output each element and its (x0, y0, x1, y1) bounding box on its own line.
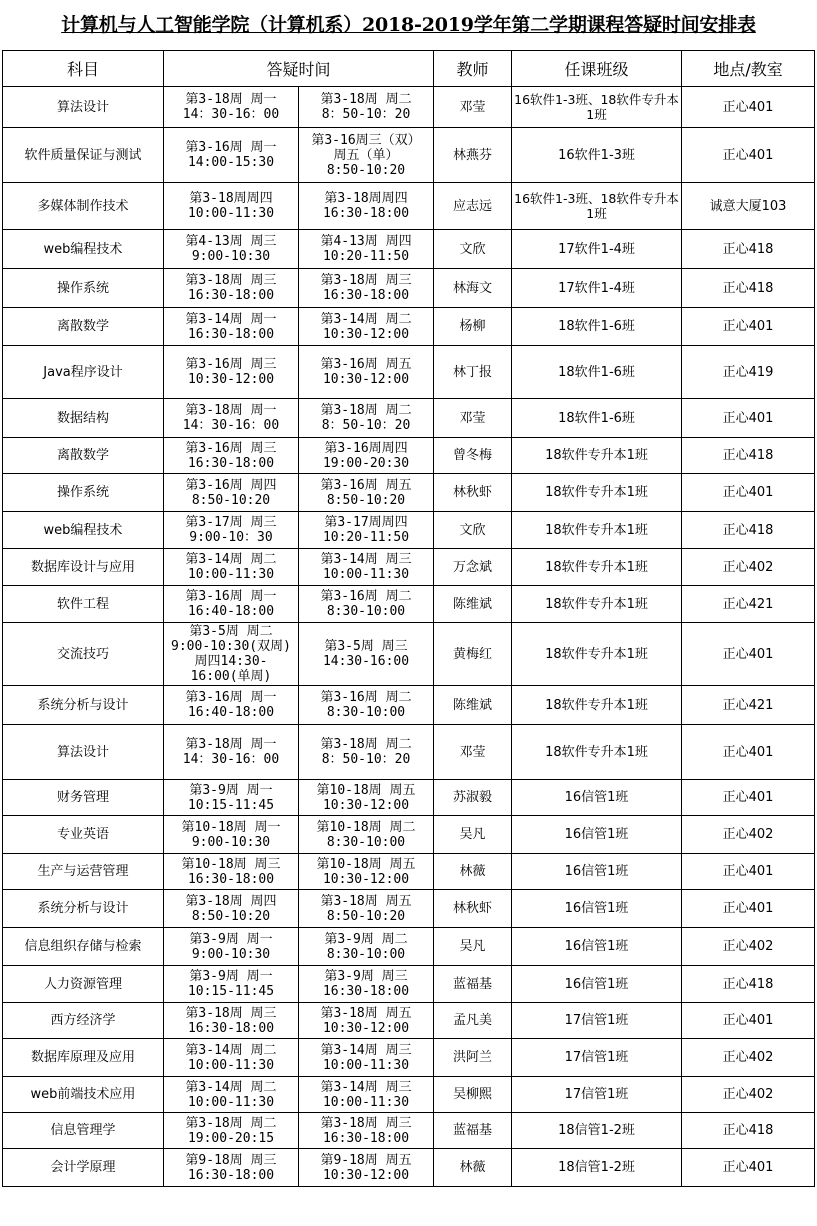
room-cell: 正心401 (682, 1149, 815, 1187)
subject-cell: 系统分析与设计 (3, 890, 164, 928)
subject-cell: 系统分析与设计 (3, 686, 164, 725)
subject-cell: 交流技巧 (3, 623, 164, 686)
teacher-cell: 蓝福基 (434, 966, 512, 1003)
subject-cell: 生产与运营管理 (3, 854, 164, 890)
room-cell: 正心401 (682, 725, 815, 780)
teacher-cell: 文欣 (434, 512, 512, 549)
table-row (3, 1149, 815, 1187)
teacher-cell: 曾冬梅 (434, 438, 512, 474)
table-row (3, 854, 815, 890)
class-cell: 16信管1班 (512, 966, 682, 1003)
subject-cell: 多媒体制作技术 (3, 183, 164, 230)
time-cell-2: 第3-14周 周三 10:00-11:30 (299, 549, 434, 586)
room-cell: 正心401 (682, 780, 815, 816)
subject-cell: 软件工程 (3, 586, 164, 623)
teacher-cell: 孟凡美 (434, 1003, 512, 1039)
subject-cell: web前端技术应用 (3, 1077, 164, 1113)
table-row (3, 230, 815, 269)
time-cell-2: 第10-18周 周五 10:30-12:00 (299, 780, 434, 816)
class-cell: 18软件专升本1班 (512, 549, 682, 586)
subject-cell: 数据库设计与应用 (3, 549, 164, 586)
subject-cell: 操作系统 (3, 269, 164, 308)
table-row (3, 308, 815, 346)
time-cell-2: 第3-5周 周三 14:30-16:00 (299, 623, 434, 686)
room-cell: 正心418 (682, 438, 815, 474)
time-cell-1: 第10-18周 周三 16:30-18:00 (164, 854, 299, 890)
room-cell: 正心401 (682, 890, 815, 928)
table-row (3, 1077, 815, 1113)
room-cell: 正心402 (682, 816, 815, 854)
teacher-cell: 林海文 (434, 269, 512, 308)
time-cell-1: 第3-16周 周三 16:30-18:00 (164, 438, 299, 474)
header-class: 任课班级 (512, 51, 682, 87)
class-cell: 18软件专升本1班 (512, 512, 682, 549)
subject-cell: 专业英语 (3, 816, 164, 854)
table-row (3, 586, 815, 623)
time-cell-2: 第3-16周周四 19:00-20:30 (299, 438, 434, 474)
class-cell: 16软件1-3班 (512, 128, 682, 183)
time-cell-1: 第3-14周 周二 10:00-11:30 (164, 549, 299, 586)
teacher-cell: 林燕芬 (434, 128, 512, 183)
class-cell: 16软件1-3班、18软件专升本1班 (512, 87, 682, 128)
time-cell-2: 第3-16周 周二 8:30-10:00 (299, 586, 434, 623)
room-cell: 正心402 (682, 1077, 815, 1113)
class-cell: 16信管1班 (512, 780, 682, 816)
room-cell: 正心401 (682, 854, 815, 890)
table-row (3, 269, 815, 308)
teacher-cell: 邓莹 (434, 725, 512, 780)
table-row (3, 816, 815, 854)
time-cell-1: 第3-14周 周二 10:00-11:30 (164, 1039, 299, 1077)
room-cell: 正心401 (682, 128, 815, 183)
room-cell: 诚意大厦103 (682, 183, 815, 230)
subject-cell: 操作系统 (3, 474, 164, 512)
time-cell-2: 第3-18周周四 16:30-18:00 (299, 183, 434, 230)
table-row (3, 438, 815, 474)
teacher-cell: 吴柳熙 (434, 1077, 512, 1113)
table-row (3, 623, 815, 686)
class-cell: 18软件1-6班 (512, 308, 682, 346)
time-cell-1: 第9-18周 周三 16:30-18:00 (164, 1149, 299, 1187)
class-cell: 17信管1班 (512, 1039, 682, 1077)
room-cell: 正心401 (682, 1003, 815, 1039)
room-cell: 正心402 (682, 1039, 815, 1077)
room-cell: 正心401 (682, 87, 815, 128)
subject-cell: 西方经济学 (3, 1003, 164, 1039)
room-cell: 正心401 (682, 308, 815, 346)
room-cell: 正心402 (682, 549, 815, 586)
teacher-cell: 万念斌 (434, 549, 512, 586)
subject-cell: web编程技术 (3, 512, 164, 549)
header-time: 答疑时间 (164, 51, 434, 87)
time-cell-1: 第3-9周 周一 9:00-10:30 (164, 928, 299, 966)
table-row (3, 725, 815, 780)
time-cell-1: 第3-18周 周四 8:50-10:20 (164, 890, 299, 928)
teacher-cell: 应志远 (434, 183, 512, 230)
subject-cell: web编程技术 (3, 230, 164, 269)
table-row (3, 549, 815, 586)
class-cell: 17信管1班 (512, 1003, 682, 1039)
teacher-cell: 吴凡 (434, 928, 512, 966)
table-row (3, 686, 815, 725)
class-cell: 17信管1班 (512, 1077, 682, 1113)
room-cell: 正心401 (682, 474, 815, 512)
table-row (3, 512, 815, 549)
time-cell-1: 第3-18周 周一 14：30-16：00 (164, 399, 299, 438)
time-cell-1: 第3-16周 周三 10:30-12:00 (164, 346, 299, 399)
class-cell: 18软件专升本1班 (512, 623, 682, 686)
time-cell-2: 第3-18周 周三 16:30-18:00 (299, 1113, 434, 1149)
time-cell-1: 第3-17周 周三 9:00-10：30 (164, 512, 299, 549)
teacher-cell: 陈维斌 (434, 586, 512, 623)
time-cell-1: 第3-18周 周一 14：30-16：00 (164, 87, 299, 128)
time-cell-1: 第3-9周 周一 10:15-11:45 (164, 780, 299, 816)
class-cell: 18软件1-6班 (512, 346, 682, 399)
subject-cell: 算法设计 (3, 87, 164, 128)
room-cell: 正心418 (682, 966, 815, 1003)
class-cell: 18信管1-2班 (512, 1113, 682, 1149)
time-cell-2: 第3-16周 周二 8:30-10:00 (299, 686, 434, 725)
room-cell: 正心401 (682, 399, 815, 438)
page-title-text: 计算机与人工智能学院（计算机系）2018-2019学年第二学期课程答疑时间安排表 (61, 13, 756, 36)
class-cell: 16信管1班 (512, 890, 682, 928)
table-row (3, 890, 815, 928)
table-row (3, 128, 815, 183)
subject-cell: 人力资源管理 (3, 966, 164, 1003)
time-cell-2: 第3-18周 周二 8：50-10：20 (299, 87, 434, 128)
time-cell-2: 第4-13周 周四 10:20-11:50 (299, 230, 434, 269)
table-row (3, 474, 815, 512)
teacher-cell: 蓝福基 (434, 1113, 512, 1149)
class-cell: 18软件专升本1班 (512, 725, 682, 780)
header-subject: 科目 (3, 51, 164, 87)
time-cell-1: 第3-18周 周三 16:30-18:00 (164, 1003, 299, 1039)
time-cell-1: 第3-14周 周一 16:30-18:00 (164, 308, 299, 346)
time-cell-1: 第3-18周 周一 14：30-16：00 (164, 725, 299, 780)
teacher-cell: 林秋虾 (434, 474, 512, 512)
time-cell-1: 第4-13周 周三 9:00-10:30 (164, 230, 299, 269)
time-cell-2: 第3-16周三（双） 周五（单） 8:50-10:20 (299, 128, 434, 183)
class-cell: 16软件1-3班、18软件专升本1班 (512, 183, 682, 230)
time-cell-1: 第3-18周 周三 16:30-18:00 (164, 269, 299, 308)
table-row (3, 87, 815, 128)
time-cell-2: 第3-14周 周三 10:00-11:30 (299, 1039, 434, 1077)
time-cell-1: 第3-18周 周二 19:00-20:15 (164, 1113, 299, 1149)
class-cell: 18软件1-6班 (512, 399, 682, 438)
table-row (3, 346, 815, 399)
time-cell-1: 第3-16周 周一 14:00-15:30 (164, 128, 299, 183)
table-row (3, 1003, 815, 1039)
time-cell-2: 第3-18周 周二 8：50-10：20 (299, 725, 434, 780)
table-row (3, 183, 815, 230)
header-row (3, 51, 815, 87)
teacher-cell: 苏淑毅 (434, 780, 512, 816)
subject-cell: 信息管理学 (3, 1113, 164, 1149)
teacher-cell: 邓莹 (434, 399, 512, 438)
subject-cell: 算法设计 (3, 725, 164, 780)
room-cell: 正心421 (682, 686, 815, 725)
class-cell: 18软件专升本1班 (512, 474, 682, 512)
time-cell-2: 第3-18周 周五 10:30-12:00 (299, 1003, 434, 1039)
room-cell: 正心421 (682, 586, 815, 623)
class-cell: 16信管1班 (512, 928, 682, 966)
table-row (3, 399, 815, 438)
room-cell: 正心402 (682, 928, 815, 966)
time-cell-2: 第3-14周 周三 10:00-11:30 (299, 1077, 434, 1113)
subject-cell: 财务管理 (3, 780, 164, 816)
time-cell-2: 第3-16周 周五 8:50-10:20 (299, 474, 434, 512)
subject-cell: 数据结构 (3, 399, 164, 438)
class-cell: 18软件专升本1班 (512, 438, 682, 474)
teacher-cell: 杨柳 (434, 308, 512, 346)
time-cell-2: 第3-18周 周五 8:50-10:20 (299, 890, 434, 928)
room-cell: 正心418 (682, 512, 815, 549)
class-cell: 16信管1班 (512, 816, 682, 854)
time-cell-2: 第3-16周 周五 10:30-12:00 (299, 346, 434, 399)
subject-cell: 软件质量保证与测试 (3, 128, 164, 183)
time-cell-1: 第3-5周 周二 9:00-10:30(双周) 周四14:30- 16:00(单周) (164, 623, 299, 686)
header-teacher: 教师 (434, 51, 512, 87)
room-cell: 正心418 (682, 230, 815, 269)
teacher-cell: 林秋虾 (434, 890, 512, 928)
time-cell-2: 第10-18周 周二 8:30-10:00 (299, 816, 434, 854)
time-cell-1: 第10-18周 周一 9:00-10:30 (164, 816, 299, 854)
teacher-cell: 洪阿兰 (434, 1039, 512, 1077)
time-cell-1: 第3-14周 周二 10:00-11:30 (164, 1077, 299, 1113)
time-cell-2: 第3-9周 周二 8:30-10:00 (299, 928, 434, 966)
time-cell-2: 第9-18周 周五 10:30-12:00 (299, 1149, 434, 1187)
class-cell: 18软件专升本1班 (512, 686, 682, 725)
teacher-cell: 林薇 (434, 854, 512, 890)
time-cell-2: 第3-18周 周二 8：50-10：20 (299, 399, 434, 438)
subject-cell: 会计学原理 (3, 1149, 164, 1187)
room-cell: 正心418 (682, 269, 815, 308)
time-cell-2: 第10-18周 周五 10:30-12:00 (299, 854, 434, 890)
time-cell-2: 第3-17周周四 10:20-11:50 (299, 512, 434, 549)
class-cell: 16信管1班 (512, 854, 682, 890)
subject-cell: 离散数学 (3, 438, 164, 474)
subject-cell: 离散数学 (3, 308, 164, 346)
time-cell-1: 第3-16周 周一 16:40-18:00 (164, 686, 299, 725)
class-cell: 17软件1-4班 (512, 230, 682, 269)
room-cell: 正心419 (682, 346, 815, 399)
teacher-cell: 林薇 (434, 1149, 512, 1187)
table-row (3, 1039, 815, 1077)
class-cell: 18信管1-2班 (512, 1149, 682, 1187)
teacher-cell: 陈维斌 (434, 686, 512, 725)
teacher-cell: 邓莹 (434, 87, 512, 128)
teacher-cell: 吴凡 (434, 816, 512, 854)
time-cell-1: 第3-16周 周一 16:40-18:00 (164, 586, 299, 623)
header-room: 地点/教室 (682, 51, 815, 87)
subject-cell: 数据库原理及应用 (3, 1039, 164, 1077)
page-title (0, 0, 817, 46)
subject-cell: Java程序设计 (3, 346, 164, 399)
time-cell-1: 第3-18周周四 10:00-11:30 (164, 183, 299, 230)
time-cell-1: 第3-16周 周四 8:50-10:20 (164, 474, 299, 512)
subject-cell: 信息组织存储与检索 (3, 928, 164, 966)
table-row (3, 966, 815, 1003)
time-cell-1: 第3-9周 周一 10:15-11:45 (164, 966, 299, 1003)
time-cell-2: 第3-18周 周三 16:30-18:00 (299, 269, 434, 308)
schedule-table (2, 50, 815, 1187)
time-cell-2: 第3-14周 周二 10:30-12:00 (299, 308, 434, 346)
table-row (3, 1113, 815, 1149)
teacher-cell: 黄梅红 (434, 623, 512, 686)
room-cell: 正心418 (682, 1113, 815, 1149)
class-cell: 18软件专升本1班 (512, 586, 682, 623)
room-cell: 正心401 (682, 623, 815, 686)
time-cell-2: 第3-9周 周三 16:30-18:00 (299, 966, 434, 1003)
teacher-cell: 林丁报 (434, 346, 512, 399)
table-row (3, 928, 815, 966)
class-cell: 17软件1-4班 (512, 269, 682, 308)
table-row (3, 780, 815, 816)
teacher-cell: 文欣 (434, 230, 512, 269)
